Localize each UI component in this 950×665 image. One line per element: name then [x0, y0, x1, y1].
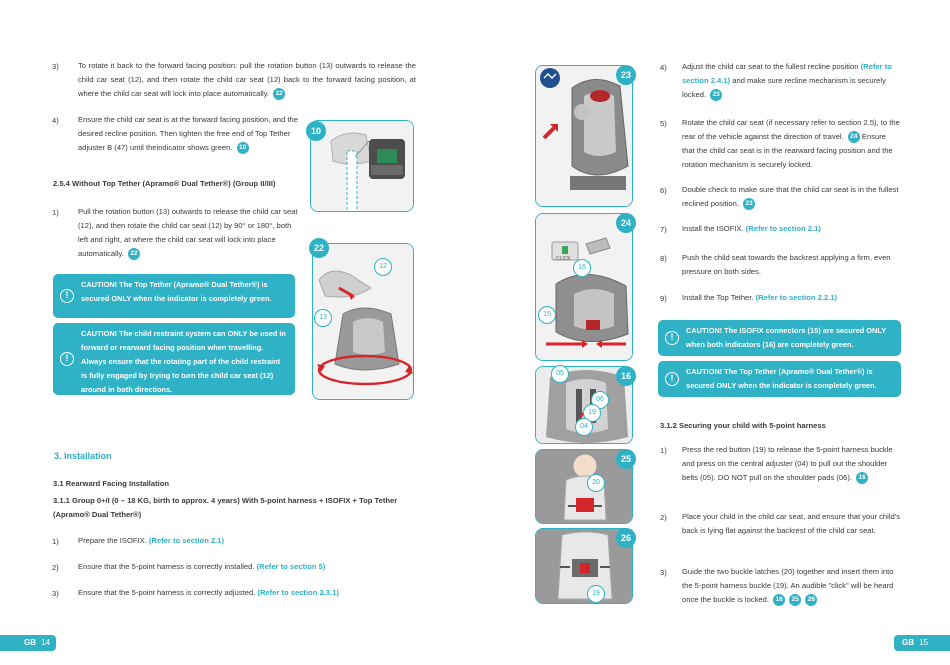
- step-number: 3): [660, 568, 667, 577]
- callout-12: 12: [374, 258, 392, 276]
- callout-04: 04: [575, 418, 593, 436]
- callout-05: 05: [551, 365, 569, 383]
- warning-icon: !: [665, 372, 679, 386]
- step-text-body: Place your child in the child car seat, and ensure that your child's back is lying flat against the backrest of the child car seat.: [682, 512, 900, 535]
- step-number: 5): [660, 119, 667, 128]
- section-3-1-2-title: 3.1.2 Securing your child with 5-point harness: [660, 421, 826, 430]
- figure-16-number: 16: [616, 366, 636, 386]
- section-reference-link[interactable]: (Refer to section 2.1): [745, 224, 821, 233]
- warning-icon: !: [60, 289, 74, 303]
- section-reference-link[interactable]: (Refer to section 2.2.1): [755, 293, 838, 302]
- step-text-body: Double check to make sure that the child car seat is in the fullest reclined position.: [682, 185, 899, 208]
- step-text: [78, 534, 224, 548]
- step-text: [78, 560, 325, 574]
- step-number: 9): [660, 294, 667, 303]
- figure-badge[interactable]: 24: [848, 131, 860, 143]
- figure-24-illustration: [536, 214, 633, 361]
- section-3-1-1-title: 3.1.1 Group 0+/I (0 – 18 KG, birth to approx. 4 years) With 5-point harness + ISOFIX + Top Tether (Apramo® Dual Tether®): [53, 496, 398, 519]
- step-text: [682, 443, 900, 485]
- callout-19: 19: [583, 404, 601, 422]
- step-text-body: Adjust the child car seat to the fullest recline position: [682, 62, 859, 71]
- caution-box-rotation: [53, 323, 295, 395]
- step-number: 8): [660, 254, 667, 263]
- caution-box-isofix: [658, 320, 901, 356]
- step-number: 3): [52, 589, 59, 598]
- step-text: [78, 113, 303, 155]
- figure-25-number: 25: [616, 449, 636, 469]
- section-3-title: 3. Installation: [54, 451, 112, 461]
- step-number: 4): [52, 116, 59, 125]
- step-text-body: Install the Top Tether.: [682, 293, 754, 302]
- figure-badge[interactable]: 16: [773, 594, 785, 606]
- step-text: [682, 60, 900, 102]
- callout-19: 19: [587, 585, 605, 603]
- step-text-body: Install the ISOFIX.: [682, 224, 744, 233]
- step-text: [682, 222, 821, 236]
- caution-text: CAUTION! The Top Tether (Apramo® Dual Tether®) is secured ONLY when the indicator is completely green.: [686, 367, 877, 390]
- caution-box-top-tether: [658, 361, 901, 397]
- step-text: [682, 565, 900, 607]
- step-text: [682, 510, 900, 538]
- step-text-body: Rotate the child car seat (if necessary refer to section 2.5), to the rear of the vehicle against the direction of travel.: [682, 118, 900, 141]
- right-page: [475, 0, 950, 665]
- callout-15: 15: [538, 306, 556, 324]
- step-number: 1): [52, 537, 59, 546]
- figure-badge[interactable]: 22: [128, 248, 140, 260]
- step-text-body: and make sure recline mechanism is securely locked.: [682, 76, 886, 99]
- figure-badge[interactable]: 10: [237, 142, 249, 154]
- step-text-body: Ensure that the 5-point harness is correctly installed.: [78, 562, 255, 571]
- section-reference-link[interactable]: (Refer to section 2.3.1): [257, 588, 339, 597]
- footer-page-number: 14: [41, 638, 51, 647]
- step-text: [78, 205, 298, 261]
- step-number: 6): [660, 186, 667, 195]
- step-text-body: Pull the rotation button (13) outwards to release the child car seat (12), and then rotate the child car seat (12) by 90° or 180°, both left and right, at where the child car seat will lock into place automatically.: [78, 207, 298, 258]
- caution-text: CAUTION! The ISOFIX connectors (15) are secured ONLY when both indicators (16) are completely green.: [686, 326, 887, 349]
- callout-06: 06: [591, 391, 609, 409]
- figure-badge[interactable]: 16: [856, 472, 868, 484]
- step-number: 4): [660, 63, 667, 72]
- step-text: [682, 183, 900, 211]
- step-number: 2): [52, 563, 59, 572]
- figure-badge[interactable]: 22: [273, 88, 285, 100]
- caution-text: CAUTION! The child restraint system can ONLY be used in forward or rearward facing position when travelling. Always ensure that the rotating part of the child restraint is fully engaged by trying to turn the child car seat (12) around in both directions.: [81, 329, 286, 394]
- figure-24: [535, 213, 633, 361]
- step-text-body: Prepare the ISOFIX.: [78, 536, 147, 545]
- figure-26-number: 26: [616, 528, 636, 548]
- warning-icon: !: [60, 352, 74, 366]
- figure-10-illustration: [311, 121, 414, 212]
- step-text: [682, 291, 837, 305]
- step-text-body: Guide the two buckle latches (20) together and insert them into the 5-point harness buckle (19). An audible "click" will be heard once the buckle is locked.: [682, 567, 894, 604]
- step-text-body: Ensure that the 5-point harness is correctly adjusted.: [78, 588, 256, 597]
- footer-page-number: 15: [919, 638, 929, 647]
- section-reference-link[interactable]: (Refer to section 2.1): [148, 536, 225, 545]
- figure-22-number: 22: [309, 238, 329, 258]
- step-text-body: Push the child seat towards the backrest applying a firm, even pressure on both sides.: [682, 253, 891, 276]
- callout-13: 13: [314, 309, 332, 327]
- click-label: CLICK: [556, 256, 571, 262]
- caution-box-top-tether: [53, 274, 295, 318]
- callout-20: 20: [587, 474, 605, 492]
- page-footer-left: [0, 635, 56, 651]
- step-text-body: Press the red button (19) to release the 5-point harness buckle and press on the central adjuster (04) to pull out the shoulder belts (05). DO NOT pull on the shoulder pads (06).: [682, 445, 893, 482]
- figure-badge[interactable]: 26: [805, 594, 817, 606]
- section-3-1-title: 3.1 Rearward Facing Installation: [53, 479, 170, 488]
- figure-23: [535, 65, 633, 207]
- footer-language: GB: [902, 638, 914, 647]
- figure-23-number: 23: [616, 65, 636, 85]
- figure-badge[interactable]: 23: [710, 89, 722, 101]
- step-number: 3): [52, 62, 59, 71]
- page-footer-right: [894, 635, 950, 651]
- caution-text: CAUTION! The Top Tether (Apramo® Dual Tether®) is secured ONLY when the indicator is completely green.: [81, 280, 272, 303]
- step-text-body: To rotate it back to the forward facing position: pull the rotation button (13) outwards to release the child car seat (12), and then rotate the child car seat (12) back to the forward facing position, at where the child car seat will lock into place automatically.: [78, 61, 416, 98]
- section-reference-link[interactable]: (Refer to section 2.4.1): [682, 62, 892, 85]
- step-text-body: Ensure that the child car seat is in the rearward facing position and the rotation mechanism is securely locked.: [682, 132, 893, 169]
- figure-badge[interactable]: 23: [743, 198, 755, 210]
- step-text: [78, 586, 339, 600]
- figure-10-number: 10: [306, 121, 326, 141]
- step-text: [682, 251, 900, 279]
- figure-23-illustration: [536, 66, 633, 207]
- callout-16: 16: [573, 259, 591, 277]
- section-reference-link[interactable]: (Refer to section 5): [256, 562, 326, 571]
- step-text-body: Ensure the child car seat is at the forward facing position, and the desired recline position. Then tighten the free end of Top Tether adjuster B (47) until theindicator shows green.: [78, 115, 298, 152]
- figure-badge[interactable]: 25: [789, 594, 801, 606]
- footer-language: GB: [24, 638, 36, 647]
- figure-24-number: 24: [616, 213, 636, 233]
- warning-icon: !: [665, 331, 679, 345]
- step-number: 2): [660, 513, 667, 522]
- step-number: 1): [52, 208, 59, 217]
- section-2-5-4-title: 2.5.4 Without Top Tether (Apramo® Dual Tether®) (Group II/III): [53, 179, 276, 188]
- step-number: 7): [660, 225, 667, 234]
- step-number: 1): [660, 446, 667, 455]
- step-text: [78, 59, 416, 101]
- step-text: [682, 116, 900, 172]
